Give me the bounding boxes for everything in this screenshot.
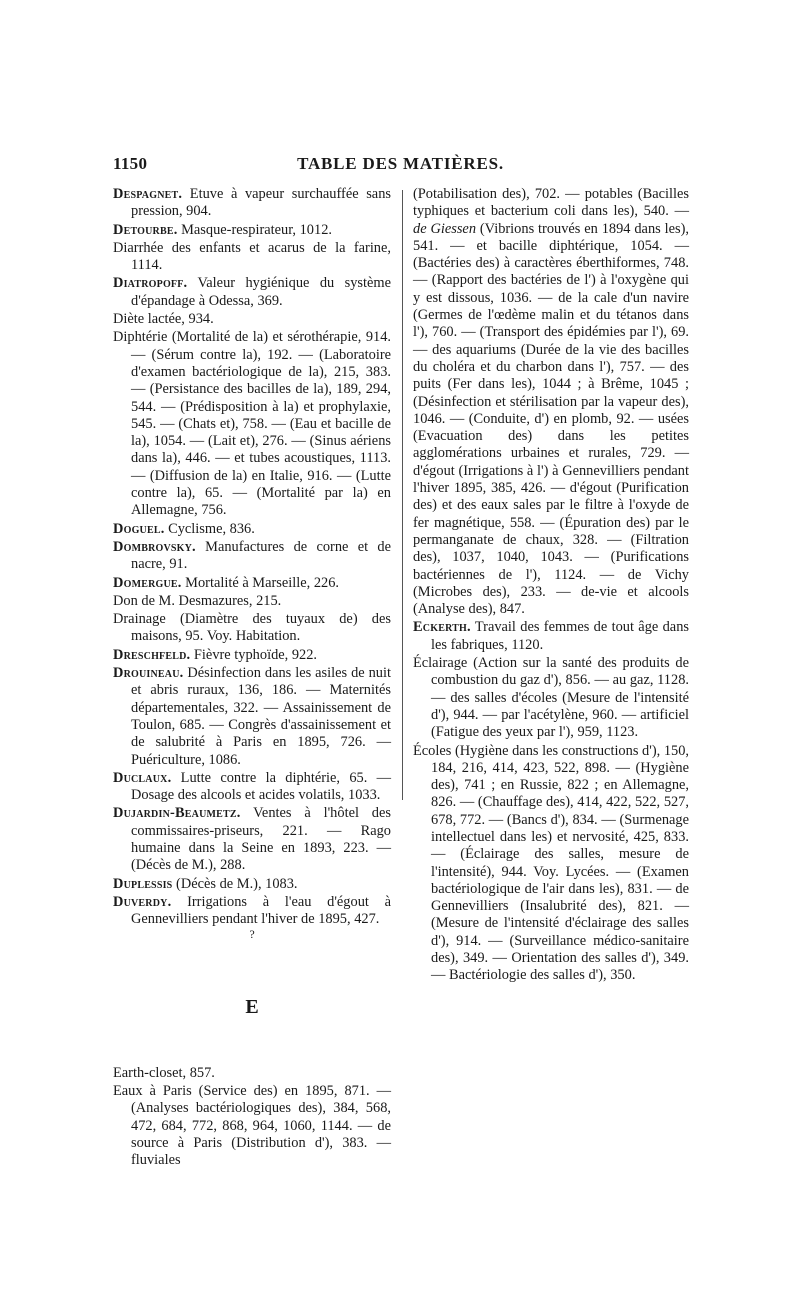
entry-headword: Écoles <box>413 742 452 759</box>
entry-text: Irrigations à l'eau d'égout à Gennevilliers pendant l'hiver de 1895, 427. <box>131 893 391 928</box>
index-entry <box>113 539 391 574</box>
entry-headword: Dombrovsky. <box>113 538 196 555</box>
entry-text: Cyclisme, 836. <box>164 520 255 537</box>
entry-text: Mortalité à Marseille, 226. <box>181 574 340 591</box>
index-entry <box>113 240 391 275</box>
entry-text: (Vibrions trouvés en 1894 dans les), 541. — et bacille diphtérique, 1054. — (Bactéries des) à caractères éberthiformes, 748. — (Rapport des bactéries de l') à l'oxygène qui y est dissous, 1036. — de la cale d'un navire (Germes de l'œdème malin et du tétanos dans l'), 760. — (Transport des épidémies par l'), 69. — des aquariums (Durée de la vie des bacilles du choléra et du charbon dans l'), 757. — des puits (Fer dans les), 1044 ; à Brême, 1045 ; (Désinfection et stérilisation par la vapeur des), 1046. — (Conduite, d') en plomb, 92. — usées (Evacuation des) dans les petites agglomérations urbaines et rurales, 729. — d'égout (Irrigations à l') à Gennevilliers pendant l'hiver 1895, 385, 426. — d'égout (Purification des) et des eaux sales par le filtre à l'oxyde de fer magnétique, 558. — (Épuration des) par le permanganate de chaux, 328. — (Filtration des), 1037, 1040, 1043. — (Purifications bactériennes de l'), 1124. — de Vichy (Microbes des), 233. — de-vie et alcools (Analyse des), 847. <box>413 220 689 618</box>
index-entry <box>113 575 391 592</box>
running-head <box>113 154 688 180</box>
entry-headword: Detourbe. <box>113 221 178 238</box>
entry-headword: Don de M. Desmazures, 215. <box>113 592 282 609</box>
index-entry <box>113 186 391 221</box>
index-entry <box>113 593 391 610</box>
entry-text: Valeur hygiénique du système d'épandage à Odessa, 369. <box>131 275 391 309</box>
index-entry <box>113 894 391 929</box>
entry-text: Etuve à vapeur surchauffée sans pression, 904. <box>131 186 391 220</box>
entry-text: (Diamètre des tuyaux de) des maisons, 95. Voy. Habitation. <box>131 611 391 645</box>
entry-headword: Eckerth. <box>413 619 471 636</box>
entry-text: Ventes à l'hôtel des commissaires-priseurs, 221. — Rago humaine dans la Seine en 1893, 223. — (Décès de M.), 288. <box>131 805 391 874</box>
index-entry <box>113 222 391 239</box>
entry-headword: Duclaux. <box>113 769 172 786</box>
entry-text: (Mortalité de la) et sérothérapie, 914. — (Sérum contre la), 192. — (Laboratoire d'examen bactériologique de la), 215, 383. — (Persistance des bacilles de la), 189, 294, 544. — (Prédisposition à la) et prophylaxie, 545. — (Chats et), 758. — (Eau et bacille de la), 1054. — (Lait et), 276. — (Sinus aériens dans la), 446. — et tubes acoustiques, 1113. — (Diffusion de la) en Italie, 916. — (Lutte contre la), 65. — (Mortalité par la) en Allemagne, 756. <box>131 329 391 519</box>
entry-text: (Hygiène dans les constructions d'), 150, 184, 216, 414, 423, 522, 898. — (Hygiène des), 741 ; en Russie, 822 ; en Allemagne, 826. — (Chauffage des), 414, 422, 522, 527, 678, 772. — (Bancs d'), 834. — (Surmenage intellectuel dans les) et nervosité, 425, 833. — (Éclairage des salles, mesure de l'intensité), 944. Voy. Lycées. — (Examen bactériologique de l'air dans les), 831. — de Gennevilliers (Insalubrité des), 821. — (Mesure de l'intensité d'éclairage des salles d'), 914. — (Surveillance médico-sanitaire des), 349. — Orientation des salles d'), 349. — Bactériologie des salles d'), 350. <box>431 742 689 984</box>
entry-text: Masque-respirateur, 1012. <box>177 221 332 238</box>
index-entry <box>113 665 391 769</box>
entry-text: Désinfection dans les asiles de nuit et abris ruraux, 136, 186. — Maternités départementales, 322. — Assainissement de Toulon, 685. — Congrès d'assainissement et de salubrité à Paris en 1895, 726. — Puériculture, 1086. <box>131 665 391 768</box>
entry-headword: Drouineau. <box>113 665 184 682</box>
index-entry <box>113 876 391 893</box>
index-entry <box>413 655 689 741</box>
right-column <box>413 186 689 986</box>
index-entry-continuation <box>413 186 689 618</box>
entry-headword: Dreschfeld. <box>113 646 191 663</box>
page-number: 1150 <box>113 154 148 173</box>
entry-italic: de Giessen <box>413 220 477 237</box>
index-entry <box>413 619 689 654</box>
entry-headword: Domergue. <box>113 574 182 591</box>
index-entry <box>113 275 391 310</box>
entry-headword: Drainage <box>113 611 166 628</box>
section-letter-heading: E <box>245 996 259 1019</box>
index-entry <box>113 329 391 519</box>
index-entry <box>113 1065 391 1082</box>
entry-headword: Diatropoff. <box>113 275 188 292</box>
entry-headword: Earth-closet, 857. <box>113 1064 215 1081</box>
index-entry <box>113 647 391 664</box>
entry-headword: Diphtérie <box>113 329 168 346</box>
stray-mark: ? <box>249 927 255 942</box>
entry-headword: Duplessis <box>113 875 173 892</box>
index-entry <box>113 1083 391 1169</box>
index-entry <box>113 521 391 538</box>
entry-headword: Doguel. <box>113 520 165 537</box>
entry-text: (Action sur la santé des produits de combustion du gaz d'), 856. — au gaz, 1128. — des salles d'écoles (Mesure de l'intensité d'), 944. — par l'acétylène, 960. — artificiel (Fatigue des yeux par l'), 959, 1123. <box>431 655 689 741</box>
entry-headword: Éclairage <box>413 655 468 672</box>
entry-text: Fièvre typhoïde, 922. <box>190 646 318 663</box>
index-entry <box>113 611 391 646</box>
entry-text: (Potabilisation des), 702. — potables (Bacilles typhiques et bacterium coli dans les), 540. — <box>413 186 689 220</box>
entry-text: Travail des femmes de tout âge dans les fabriques, 1120. <box>431 619 689 653</box>
column-divider <box>402 190 403 800</box>
index-entry <box>113 311 391 328</box>
entry-headword: Eaux <box>113 1083 143 1100</box>
entry-headword: Dujardin-Beaumetz. <box>113 805 241 822</box>
entry-text: à Paris (Service des) en 1895, 871. — (Analyses bactériologiques des), 384, 568, 472, 684, 772, 868, 964, 1060, 1144. — de source à Paris (Distribution d'), 383. — fluviales <box>131 1083 391 1169</box>
entry-text: Lutte contre la diphtérie, 65. — Dosage des alcools et acides volatils, 1033. <box>131 769 391 804</box>
entry-headword: Diarrhée des enfants et acarus de la farine, 1114. <box>113 239 391 274</box>
left-column <box>113 186 391 1171</box>
index-entry <box>113 770 391 805</box>
index-entry <box>413 743 689 985</box>
entry-headword: Diète lactée, 934. <box>113 311 214 328</box>
entry-headword: Duverdy. <box>113 893 172 910</box>
index-entry <box>113 805 391 874</box>
entry-text: (Décès de M.), 1083. <box>172 875 298 892</box>
entry-headword: Despagnet. <box>113 186 183 202</box>
entry-text: Manufactures de corne et de nacre, 91. <box>131 538 391 573</box>
running-title: TABLE DES MATIÈRES. <box>297 154 504 173</box>
